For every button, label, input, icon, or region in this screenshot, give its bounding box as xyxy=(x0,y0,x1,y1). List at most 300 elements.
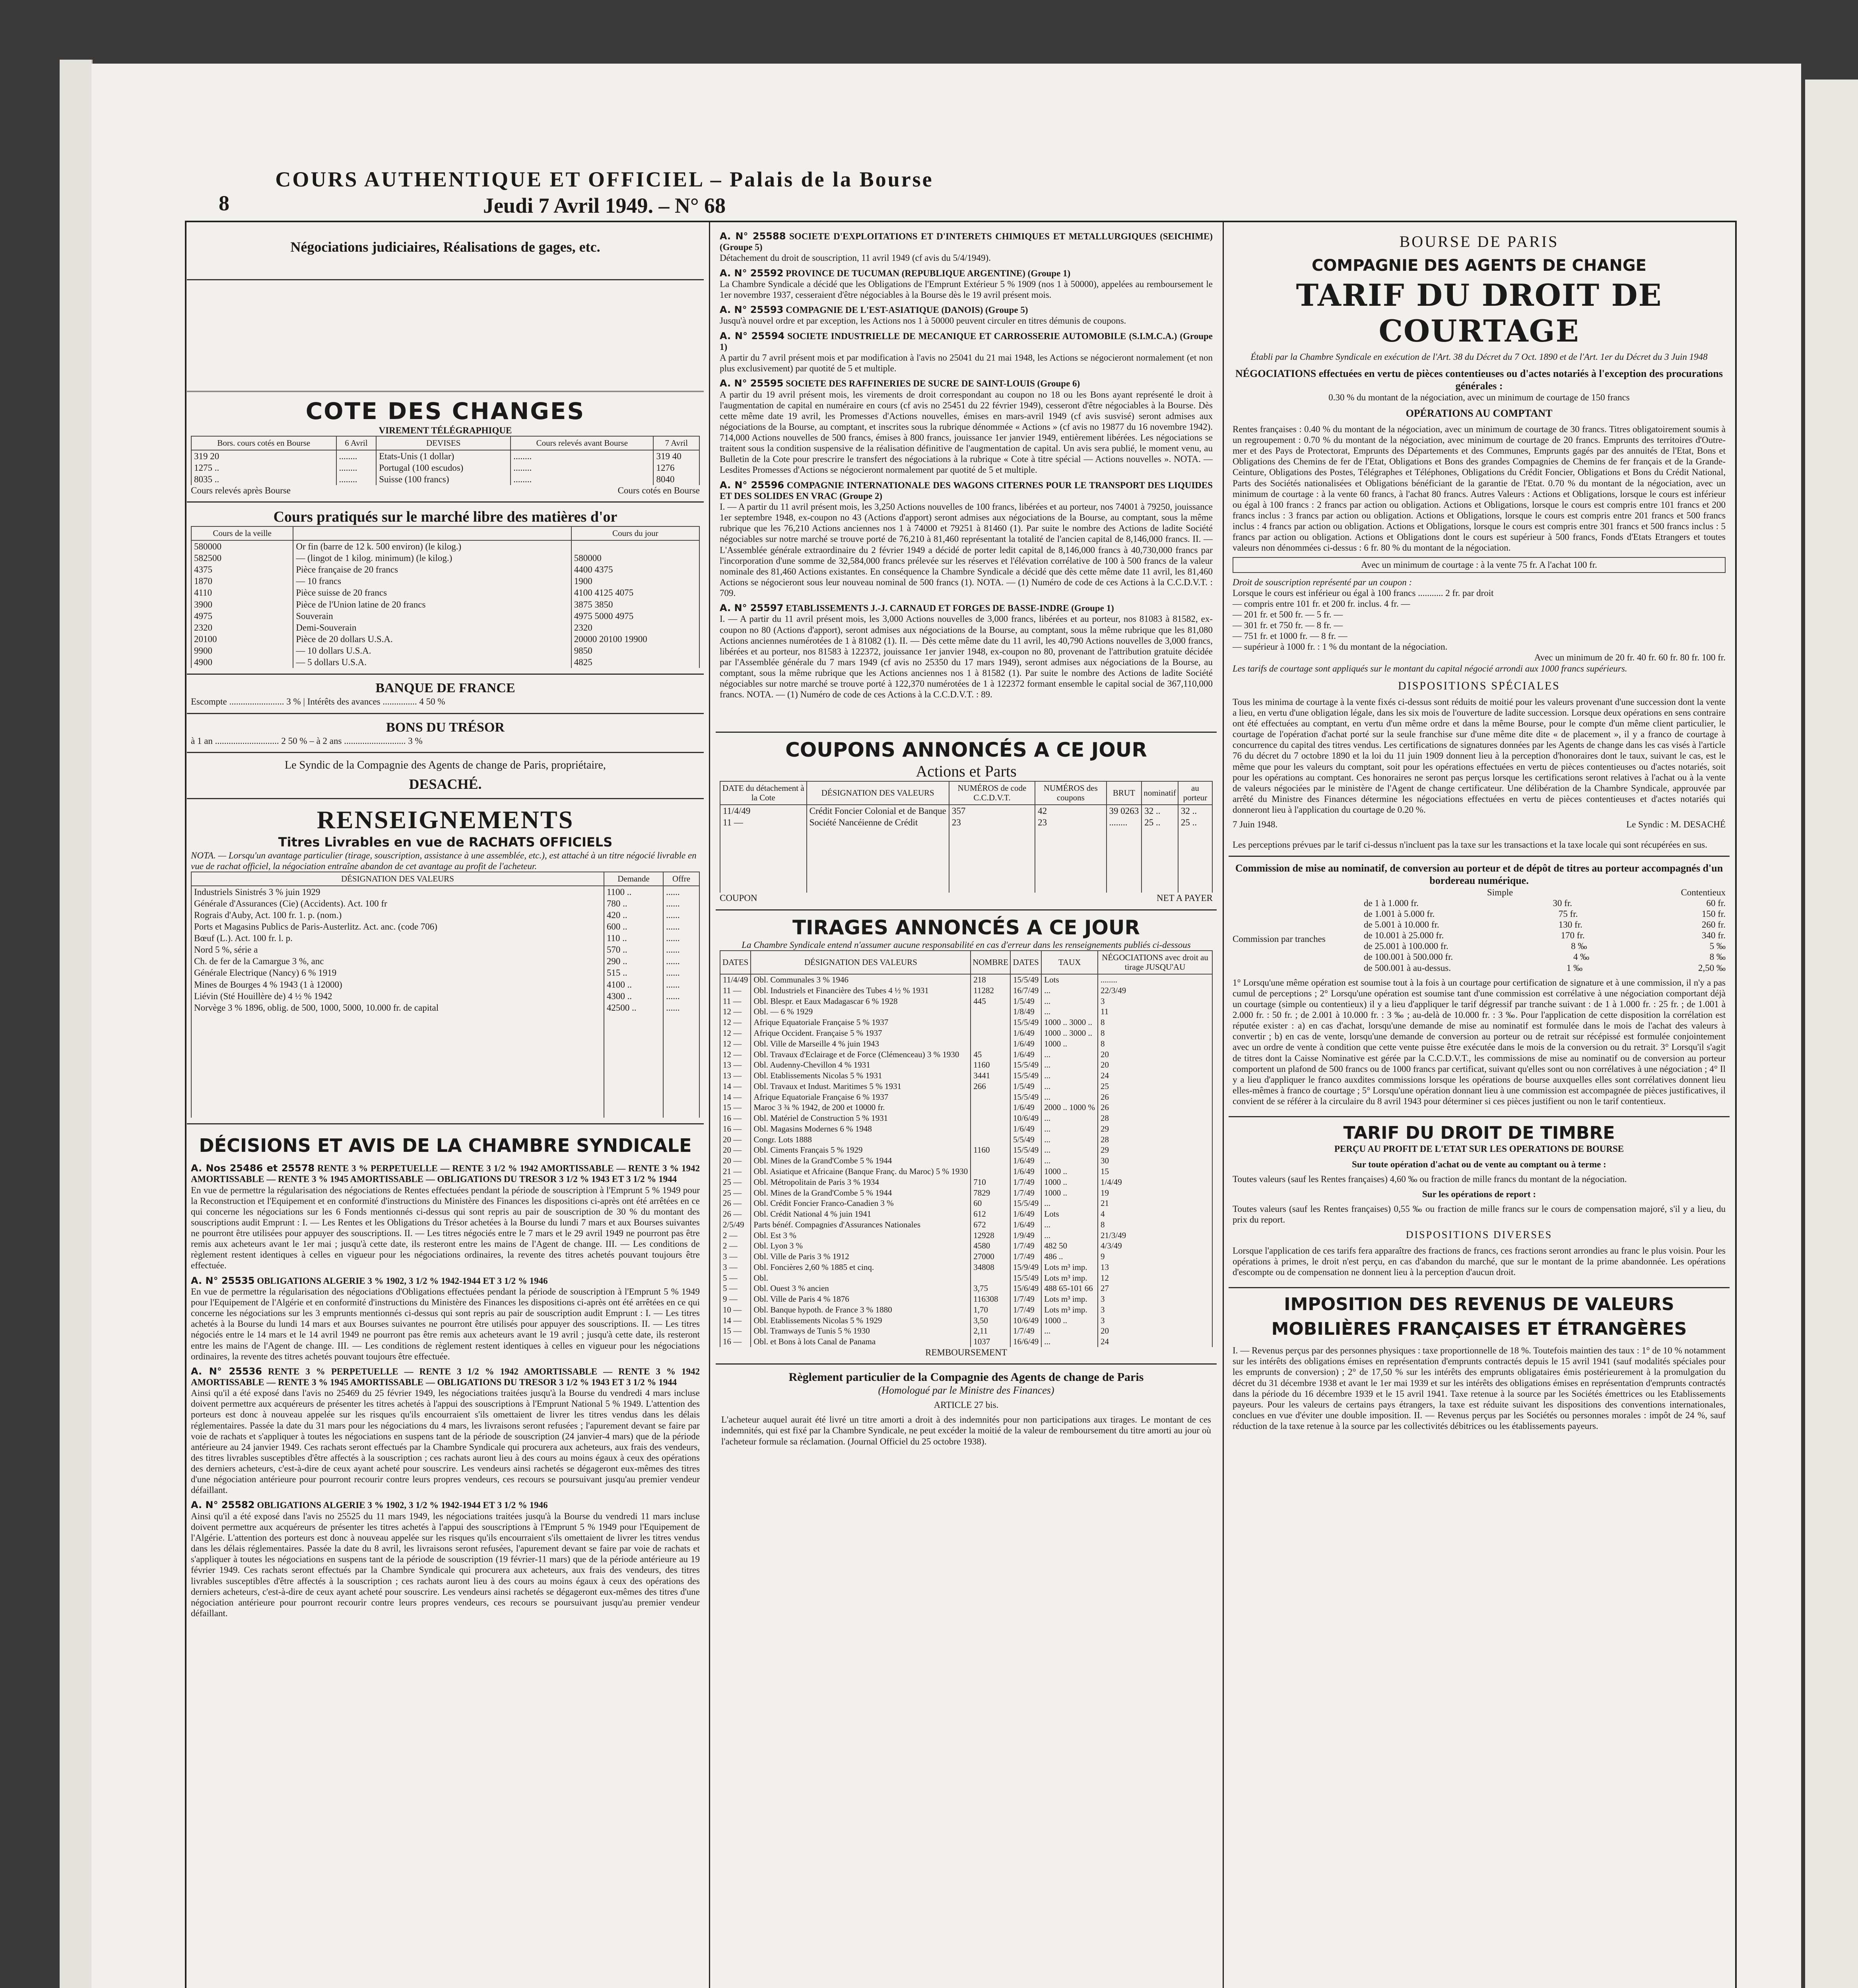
cell: ........ xyxy=(511,474,653,485)
cell: 130 fr. xyxy=(1558,920,1582,930)
cell: 1000 .. xyxy=(1041,1166,1098,1177)
table-row xyxy=(720,1326,1212,1336)
table-row: 3900 xyxy=(191,599,293,610)
droit-note: Les tarifs de courtage sont appliqués sur le montant du capital négocié arrondi aux 1000 francs supérieurs. xyxy=(1233,663,1627,674)
cell: 12 — xyxy=(720,1017,751,1028)
timbre-title: TARIF DU DROIT DE TIMBRE xyxy=(1343,1123,1615,1143)
cell: Lots m³ imp. xyxy=(1041,1305,1098,1315)
cell: ...... xyxy=(663,979,699,990)
cell: 2/5/49 xyxy=(720,1219,751,1230)
avis-section xyxy=(716,223,1217,708)
cell: Obl. Travaux et Indust. Maritimes 5 % 1931 xyxy=(751,1081,971,1092)
decisions-title: DÉCISIONS ET AVIS DE LA CHAMBRE SYNDICALE xyxy=(199,1134,692,1156)
cell: 4300 .. xyxy=(604,990,663,1002)
cell: Obl. Etablissements Nicolas 5 % 1929 xyxy=(751,1315,971,1326)
decision-notice xyxy=(191,1366,700,1496)
rachats-table xyxy=(191,872,700,1118)
table-row xyxy=(720,1241,1212,1251)
notice-ref: A. N° 25588 xyxy=(720,231,786,242)
cell: 600 .. xyxy=(604,921,663,932)
table-row: 4975 xyxy=(191,610,293,622)
cell: de 5.001 à 10.000 fr. xyxy=(1364,920,1439,930)
timbre-heading-2: Sur les opérations de report : xyxy=(1422,1189,1536,1199)
column-divider xyxy=(1223,221,1224,1988)
cell: 34808 xyxy=(971,1262,1010,1273)
cell: ... xyxy=(1041,1049,1098,1060)
cell: 7829 xyxy=(971,1188,1010,1198)
decision-notice xyxy=(191,1499,700,1619)
commission-row xyxy=(1364,941,1726,951)
cell: Obl. Ville de Paris 3 % 1912 xyxy=(751,1251,971,1262)
cell: 5 — xyxy=(720,1283,751,1294)
or-section xyxy=(187,503,704,675)
col-header: DATES xyxy=(1010,951,1041,975)
timbre-subtitle: PERÇU AU PROFIT DE L'ETAT SUR LES OPERATIONS DE BOURSE xyxy=(1334,1144,1624,1154)
cell: 1/6/49 xyxy=(1010,1219,1041,1230)
col-subheader: Cours cotés en Bourse xyxy=(617,485,700,496)
cell: ........ xyxy=(1107,817,1142,828)
bons-title: BONS DU TRÉSOR xyxy=(386,720,505,735)
left-column xyxy=(187,223,704,1988)
table-row: 11/4/49 xyxy=(720,805,807,817)
cell: 20000 20100 19900 xyxy=(571,633,699,645)
cell: Lots xyxy=(1041,1209,1098,1219)
coupons-table xyxy=(720,781,1213,893)
cell: 4580 xyxy=(971,1241,1010,1251)
table-row xyxy=(720,1124,1212,1134)
cell: Obl. Magasins Modernes 6 % 1948 xyxy=(751,1124,971,1134)
cell: Société Nancéienne de Crédit xyxy=(807,817,949,828)
cell: Obl. Industriels et Financière des Tubes 4 ½ % 1931 xyxy=(751,985,971,996)
table-row: 4375 xyxy=(191,564,293,575)
table-row: Rograis d'Auby, Act. 100 fr. 1. p. (nom.) xyxy=(191,909,604,921)
cell: 110 .. xyxy=(604,932,663,944)
cell: 1160 xyxy=(971,1145,1010,1155)
cell: ...... xyxy=(663,967,699,978)
cell: ...... xyxy=(663,1002,699,1013)
cell: 2,50 ‰ xyxy=(1698,963,1726,973)
cell: 20 xyxy=(1098,1326,1212,1336)
cell: Obl. et Bons à lots Canal de Panama xyxy=(751,1336,971,1347)
cell: 15/5/49 xyxy=(1010,1060,1041,1070)
table-row xyxy=(720,1006,1212,1017)
cell: 1,70 xyxy=(971,1305,1010,1315)
cell: 24 xyxy=(1098,1336,1212,1347)
page-title: COURS AUTHENTIQUE ET OFFICIEL – Palais de la Bourse xyxy=(275,167,934,191)
imposition-text: I. — Revenus perçus par des personnes physiques : taxe proportionnelle de 18 %. Toutefois maintien des taux : 1° de 10 % notamment sur les intérêts des obligations émises en représentation d'emprunts contractés depuis le 15 avril 1941 (sauf modalités spéciales pour les emprunts de conversion) ; 2° de 17,50 % sur les intérêts des emprunts obligataires émis postérieurement à la promulgation du décret du 31 décembre 1938 et avant le 1er mai 1939 et sur les intérêts des obligations émises en représentation d'emprunts contractés dans la période du 16 décembre 1939 et le 15 avril 1941. Taxe retenue à la source par les Sociétés émettrices ou les Etablissements payeurs. Pour les valeurs de certains pays étrangers, la taxe est réduite suivant les dispositions des conventions internationales, conclues en vue d'éviter une double imposition. II. — Revenus perçus par les Sociétés ou personnes morales : impôt de 24 %, sauf réduction de la taxe retenue à la source par les collectivités débitrices ou les établissements payeurs. xyxy=(1233,1345,1726,1431)
cell: 1160 xyxy=(971,1060,1010,1070)
cell: 9850 xyxy=(571,645,699,656)
droit-row: — 301 fr. et 750 fr. — 8 fr. — xyxy=(1233,620,1343,631)
group-header: NET A PAYER xyxy=(1156,893,1213,903)
cell: 3 xyxy=(1098,1305,1212,1315)
table-row xyxy=(720,1028,1212,1039)
cell xyxy=(971,1102,1010,1113)
notice-head: COMPAGNIE INTERNATIONALE DES WAGONS CITERNES POUR LE TRANSPORT DES LIQUIDES ET DES SOLIDES EN VRAC (Groupe 2) xyxy=(720,480,1213,501)
col-header: Bors. cours cotés en Bourse xyxy=(191,436,336,450)
cell: 12 — xyxy=(720,1006,751,1017)
cell: 20 — xyxy=(720,1155,751,1166)
cell: 15/5/49 xyxy=(1010,1145,1041,1155)
cell: 11 — xyxy=(720,985,751,996)
cell: 45 xyxy=(971,1049,1010,1060)
cell: 15 — xyxy=(720,1326,751,1336)
cell: Obl. Tramways de Tunis 5 % 1930 xyxy=(751,1326,971,1336)
minimum-box: Avec un minimum de courtage : à la vente 75 fr. A l'achat 100 fr. xyxy=(1233,557,1726,573)
table-row xyxy=(720,1081,1212,1092)
cell: 1100 .. xyxy=(604,886,663,898)
bons-line: à 1 an ............................ 2 50 % – à 2 ans ........................... 3 % xyxy=(191,736,423,746)
cell: — 5 dollars U.S.A. xyxy=(293,656,571,668)
cell: 60 xyxy=(971,1198,1010,1209)
table-row: 580000 xyxy=(191,540,293,552)
compagnie-heading: COMPAGNIE DES AGENTS DE CHANGE xyxy=(1312,256,1646,275)
cell: ...... xyxy=(663,898,699,909)
cell: 2 — xyxy=(720,1241,751,1251)
cell: ...... xyxy=(663,886,699,898)
table-row: Nord 5 %, série a xyxy=(191,944,604,955)
cell: ... xyxy=(1041,1113,1098,1124)
cell: Crédit Foncier Colonial et de Banque xyxy=(807,805,949,817)
cell: 1/6/49 xyxy=(1010,1039,1041,1049)
cell: 1/7/49 xyxy=(1010,1188,1041,1198)
table-row xyxy=(720,1273,1212,1283)
cell: Obl. Asiatique et Africaine (Banque Franç. du Maroc) 5 % 1930 xyxy=(751,1166,971,1177)
cell: — (lingot de 1 kilog. minimum) (le kilog.) xyxy=(293,552,571,564)
commission-row xyxy=(1364,898,1726,909)
cell: 16/6/49 xyxy=(1010,1336,1041,1347)
col-header: nominatif xyxy=(1142,781,1178,805)
cell: 20 — xyxy=(720,1145,751,1155)
table-row: 9900 xyxy=(191,645,293,656)
tarif-courtage-title: TARIF DU DROIT DE COURTAGE xyxy=(1296,278,1662,349)
avis-notice xyxy=(720,330,1213,374)
commission-row xyxy=(1364,919,1726,930)
cell: Obl. Etablissements Nicolas 5 % 1931 xyxy=(751,1070,971,1081)
cell: 15 — xyxy=(720,1102,751,1113)
cell: 21/3/49 xyxy=(1098,1230,1212,1241)
cell: 1/6/49 xyxy=(1010,1049,1041,1060)
cell: de 1 à 1.000 fr. xyxy=(1364,898,1419,908)
signature-date: 7 Juin 1948. xyxy=(1233,819,1278,830)
cell: ...... xyxy=(663,944,699,955)
cell: Lots m³ imp. xyxy=(1041,1262,1098,1273)
cell: 1037 xyxy=(971,1336,1010,1347)
cell: Obl. Mines de la Grand'Combe 5 % 1944 xyxy=(751,1155,971,1166)
notice-text: En vue de permettre la régularisation des négociations d'Obligations effectuées pendant la période de souscription à l'Emprunt 5 % 1949 pour l'Equipement de l'Algérie et en conformité d'instructions du Ministère des Finances les dispositions ci-après ont été arrêtées en ce qui concerne les négociations sur les 3 emprunts mentionnés ci-dessus qui sont repris au pair de souscription audit Emprunt : I. — Les titres achetés à la Bourse du lundi 14 mars et aux Bourses suivantes ne pourront être utilisés pour appuyer des souscriptions. II. — Les titres négociés entre le 14 mars et le 14 avril 1949 ne pourront pas être remis aux acheteurs avant le 19 avril ; jusqu'à cette date, ils resteront entre les mains de l'Agent de change. III. — Les conditions de règlement restent identiques à celles en vigueur pour les négociations ordinaires, la revente des titres achetés pouvant toujours être effectuée. xyxy=(191,1286,700,1361)
cell: 26 xyxy=(1098,1102,1212,1113)
cell: 8 xyxy=(1098,1028,1212,1039)
cell: de 100.001 à 500.000 fr. xyxy=(1364,952,1453,962)
col-header: BRUT xyxy=(1107,781,1142,805)
notice-ref: A. N° 25592 xyxy=(720,267,784,279)
table-row xyxy=(720,996,1212,1007)
table-row xyxy=(720,1305,1212,1315)
cell: 12 — xyxy=(720,1049,751,1060)
cell: Congr. Lots 1888 xyxy=(751,1134,971,1145)
cell: 16/7/49 xyxy=(1010,985,1041,996)
cell: ... xyxy=(1041,1230,1098,1241)
cell: 1/6/49 xyxy=(1010,1028,1041,1039)
tarif-courtage-subtitle: Établi par la Chambre Syndicale en exécution de l'Art. 38 du Décret du 7 Oct. 1890 et de l'Art. 1er du Décret du 3 Juin 1948 xyxy=(1250,351,1708,362)
notice-text: Détachement du droit de souscription, 11 avril 1949 (cf avis du 5/4/1949). xyxy=(720,253,991,263)
notice-head: SOCIETE DES RAFFINERIES DE SUCRE DE SAINT-LOUIS (Groupe 6) xyxy=(786,379,1080,389)
cell: 20 xyxy=(1098,1049,1212,1060)
commission-title: Commission de mise au nominatif, de conversion au porteur et de dépôt de titres au porteur accompagnés d'un bordereau numérique. xyxy=(1235,862,1723,887)
cell: 2000 .. 1000 % xyxy=(1041,1102,1098,1113)
col-header: Offre xyxy=(663,872,699,886)
cell: 42 xyxy=(1035,805,1106,817)
notice-ref: A. N° 25597 xyxy=(720,602,784,614)
table-row: Bœuf (L.). Act. 100 fr. l. p. xyxy=(191,932,604,944)
coupons-section xyxy=(716,733,1217,910)
notice-head: RENTE 3 % PERPETUELLE — RENTE 3 1/2 % 1942 AMORTISSABLE — RENTE 3 % 1942 AMORTISSABLE — RENTE 3 % 1945 AMORTISSABLE — OBLIGATIONS DU TRESOR 3 1/2 % 1943 ET 3 1/2 % 1944 xyxy=(191,1366,700,1388)
table-row: Mines de Bourges 4 % 1943 (1 à 12000) xyxy=(191,979,604,990)
cell: 2320 xyxy=(571,622,699,633)
banque-line: Escompte ........................ 3 % | Intérêts des avances ............... 4 50 % xyxy=(191,697,445,707)
droit-row: — 201 fr. et 500 fr. — 5 fr. — xyxy=(1233,609,1343,619)
cell: 21 — xyxy=(720,1166,751,1177)
cell xyxy=(971,1006,1010,1017)
table-row: 319 20 xyxy=(191,450,336,462)
cell: 2,11 xyxy=(971,1326,1010,1336)
cell: ... xyxy=(1041,985,1098,996)
cell: 4 ‰ xyxy=(1573,952,1590,962)
avis-notice xyxy=(720,231,1213,264)
cell: 5 ‰ xyxy=(1709,941,1726,951)
cell: Obl. Crédit National 4 % juin 1941 xyxy=(751,1209,971,1219)
cell: 14 — xyxy=(720,1315,751,1326)
table-row xyxy=(720,1155,1212,1166)
notice-text: Jusqu'à nouvel ordre et par exception, les Actions nos 1 à 50000 peuvent circuler en titres démunis de coupons. xyxy=(720,316,1126,326)
cell: 28 xyxy=(1098,1134,1212,1145)
cell: ... xyxy=(1041,1336,1098,1347)
table-row xyxy=(720,974,1212,985)
cell: 2 — xyxy=(720,1230,751,1241)
cell: 9 — xyxy=(720,1294,751,1305)
notice-ref: A. N° 25596 xyxy=(720,479,784,491)
cell: 290 .. xyxy=(604,955,663,967)
cell: 1000 .. xyxy=(1041,1188,1098,1198)
cell xyxy=(1035,828,1106,893)
cell xyxy=(807,828,949,893)
cell: 3441 xyxy=(971,1070,1010,1081)
cell: 1000 .. xyxy=(1041,1315,1098,1326)
commission-row xyxy=(1364,963,1726,973)
coupons-title: COUPONS ANNONCÉS A CE JOUR xyxy=(785,738,1147,762)
cell: Obl. Lyon 3 % xyxy=(751,1241,971,1251)
page-header xyxy=(127,167,1050,218)
cell: ... xyxy=(1041,1198,1098,1209)
cell: Or fin (barre de 12 k. 500 environ) (le kilog.) xyxy=(293,540,571,552)
cell: ... xyxy=(1041,1070,1098,1081)
negociations-line: 0.30 % du montant de la négociation, avec un minimum de courtage de 150 francs xyxy=(1328,392,1630,403)
cell: Etats-Unis (1 dollar) xyxy=(376,450,511,462)
cell: 25 xyxy=(1098,1081,1212,1092)
notice-head: SOCIETE D'EXPLOITATIONS ET D'INTERETS CHIMIQUES ET METALLURGIQUES (SEICHIME) (Groupe 5) xyxy=(720,231,1213,252)
changes-subheaders xyxy=(191,485,700,496)
cell: 13 — xyxy=(720,1060,751,1070)
cell: 19 xyxy=(1098,1188,1212,1198)
diverses-text: Lorsque l'application de ces tarifs fera apparaître des fractions de francs, ces fractions seront arrondies au franc le plus voisin. Pour les opérations à primes, le droit n'est perçu, en cas d'abandon du marché, que sur le montant de la prime abandonnée. Les opérations d'escompte ou de compensation ne donnent lieu à la perception d'aucun droit. xyxy=(1233,1245,1726,1277)
col-subheader: Cours relevés après Bourse xyxy=(191,485,291,496)
changes-subtitle: VIREMENT TÉLÉGRAPHIQUE xyxy=(379,425,512,435)
col-header: Contentieux xyxy=(1681,887,1726,897)
table-row xyxy=(720,1294,1212,1305)
col-header: Cours relevés avant Bourse xyxy=(511,436,653,450)
cell: 27000 xyxy=(971,1251,1010,1262)
col-header: DÉSIGNATION DES VALEURS xyxy=(751,951,971,975)
cell: 15/5/49 xyxy=(1010,1070,1041,1081)
notice-ref: A. N° 25594 xyxy=(720,330,785,342)
commission-section xyxy=(1229,857,1730,1117)
cell: 1/9/49 xyxy=(1010,1230,1041,1241)
cell: 218 xyxy=(971,974,1010,985)
cell: 612 xyxy=(971,1209,1010,1219)
tirages-title: TIRAGES ANNONCÉS A CE JOUR xyxy=(792,916,1140,939)
cell: 11 — xyxy=(720,996,751,1007)
col-header: Cours du jour xyxy=(571,526,699,540)
cell: ........ xyxy=(511,450,653,462)
timbre-text-2: Toutes valeurs (sauf les Rentes françaises) 0,55 ‰ ou fraction de mille francs sur le cours de compensation majoré, s'il y a lieu, du prix du report. xyxy=(1233,1204,1726,1225)
cell: 8 ‰ xyxy=(1709,952,1726,962)
cell: 1/6/49 xyxy=(1010,1155,1041,1166)
cell: 25 — xyxy=(720,1177,751,1188)
col-header: DATES xyxy=(720,951,751,975)
table-row xyxy=(720,1166,1212,1177)
commission-headers xyxy=(1233,887,1726,898)
reglement-text: L'acheteur auquel aurait été livré un titre amorti a droit à des indemnités pour non participations aux tirages. Le montant de ces indemnités, qui est fixé par la Chambre Syndicale, ne peut excéder la moitié de la valeur de remboursement du titre amorti au jour où l'acheteur formule sa réclamation. (Journal Officiel du 25 octobre 1938). xyxy=(721,1415,1211,1446)
table-row: Ports et Magasins Publics de Paris-Austerlitz. Act. anc. (code 706) xyxy=(191,921,604,932)
cell: Souverain xyxy=(293,610,571,622)
table-row xyxy=(720,1283,1212,1294)
table-row xyxy=(720,1198,1212,1209)
syndic-name: DESACHÉ. xyxy=(409,776,482,792)
cell xyxy=(1107,828,1142,893)
cell: Maroc 3 ¾ % 1942, de 200 et 10000 fr. xyxy=(751,1102,971,1113)
cell: 4100 .. xyxy=(604,979,663,990)
cell: 42500 .. xyxy=(604,1002,663,1013)
table-row xyxy=(720,1070,1212,1081)
cell: 4100 4125 4075 xyxy=(571,587,699,598)
cell xyxy=(971,1124,1010,1134)
dispositions-text: Tous les minima de courtage à la vente fixés ci-dessus sont réduits de moitié pour les valeurs provenant d'une succession dont la vente a lieu, en vertu d'une obligation légale, dans les six mois de l'ouverture de ladite succession. Lorsque deux opérations en sens contraire ont été effectuées au comptant, en vertu d'un même ordre et dans la même Bourse, pour le compte d'un même client particulier, le courtage de l'opération d'achat porté sur la seule franchise sur d'une même dite dite « de placement », il y a franco de courtage à concurrence du capital des titres vendus. Les certifications de signatures données par les Agents de change dans les cas visés à l'article 76 du décret du 7 octobre 1890 et la loi du 11 juin 1909 donnent lieu à la perception d'honoraires dont le taux, suivant le cas, est le même que pour les valeurs du comptant, soit pour les opérations effectuées en vertu de pièces contentieuses ou d'actes notariés, soit pour les opérations au comptant. Ces honoraires ne seront pas perçus lorsque les certifications seront relatives à l'achat ou à la vente de valeurs négociées par le ministère de l'Agent de change certificateur. Une délibération de la Chambre Syndicale, approuvée par arrêté du Ministre des Finances détermine les négociations effectuées en vertu de pièces contentieuses et d'actes notariés qui donneront lieu à l'application du courtage de 0.20 %. xyxy=(1233,697,1726,815)
cell: 4/3/49 xyxy=(1098,1241,1212,1251)
cell: 1/5/49 xyxy=(1010,996,1041,1007)
cell: Afrique Equatoriale Française 6 % 1937 xyxy=(751,1092,971,1103)
table-row: 2320 xyxy=(191,622,293,633)
col-header: 7 Avril xyxy=(653,436,699,450)
cell: 25 .. xyxy=(1142,817,1178,828)
table-row: Norvège 3 % 1896, oblig. de 500, 1000, 5000, 10.000 fr. de capital xyxy=(191,1002,604,1013)
notice-text: En vue de permettre la régularisation des négociations de Rentes effectuées pendant la période de souscription à l'Emprunt 5 % 1949 pour la Reconstruction et l'Equipement et en conformité d'instructions du Ministère des Finances les dispositions ci-après ont été arrêtées en ce qui concerne les négociations sur les 6 Fonds mentionnés ci-dessus qui sont repris au pair de souscription de 30 % du montant des souscriptions audit Emprunt : I. — Les Rentes et les Obligations du Trésor achetées à la Bourse du lundi 7 mars et aux Bourses suivantes ne pourront être utilisées pour appuyer des souscriptions. II. — Les titres négociés entre le 7 mars et le 29 avril 1949 ne pourront pas être remis aux acheteurs avant le 1er mai ; jusqu'à cette date, ils resteront entre les mains de l'Agent de change. III. — Les conditions de règlement restent identiques à celles en vigueur pour les négociations ordinaires, la revente des titres achetés pouvant toujours être effectuée. xyxy=(191,1185,700,1271)
cell: ... xyxy=(1041,1134,1098,1145)
cell: 3 xyxy=(1098,996,1212,1007)
cell: Afrique Occident. Française 5 % 1937 xyxy=(751,1028,971,1039)
cell: 15/5/49 xyxy=(1010,1017,1041,1028)
cell: 1/7/49 xyxy=(1010,1177,1041,1188)
coupons-group-headers xyxy=(720,893,1213,903)
col-header: Demande xyxy=(604,872,663,886)
table-row: 4900 xyxy=(191,656,293,668)
renseignements-note: NOTA. — Lorsqu'un avantage particulier (tirage, souscription, assistance à une assemblée, etc.), est attaché à un titre négocié livrable en vue de rachat officiel, la négociation entraîne abandon de cet avantage au profit de l'acheteur. xyxy=(191,850,697,871)
cell: 12928 xyxy=(971,1230,1010,1241)
avis-notice xyxy=(720,602,1213,700)
cell xyxy=(604,1013,663,1118)
table-row xyxy=(720,1230,1212,1241)
diverses-title: DISPOSITIONS DIVERSES xyxy=(1406,1229,1553,1241)
commission-text: 1° Lorsqu'une même opération est soumise tout à la fois à un courtage pour certification de signature et à une commission, il n'y a pas cumul de perceptions ; 2° Lorsqu'une opération est soumise tant d'une commission est corrélative à une négociation comportant déjà un courtage (simple ou contentieux) il y a lieu d'appliquer le tarif dégressif par tranche suivant : de 1 à 1.000 fr. : 25 fr. ; de 1.001 à 2.000 fr. : 50 fr. ; de 2.001 à 10.000 fr. : 3 ‰ ; au-delà de 10.000 fr. : 3 ‰. Pour l'application de cette disposition la corrélation est réputée exister : a) en cas d'achat, lorsqu'une demande de mise au nominatif est formulée dans le mois de l'achat des valeurs à convertir ; b) en cas de vente, lorsqu'une demande de conversion au porteur ou de retrait sur récépissé est formulée conjointement avec un ordre de vente à condition que cette vente puisse être exécutée dans le mois de la conversion ou du retrait. 3° Lorsqu'il s'agit de titres dont la Caisse Nominative est gérée par la C.C.D.V.T., les commissions de mise au nominatif ou de conversion au porteur comportent un plafond de 500 francs ou de 1000 francs par certificat, suivant qu'elles sont ou non corrélatives à une négociation ; 4° Il y a lieu d'appliquer le franco auxdites commissions lorsque les opérations de bourse auxquelles elles sont corrélatives donnent lieu elles-mêmes à franco de courtage ; 5° Lorsqu'une opération donnant lieu à une commission est accompagnée de pièces justificatives, il convient de se référer à la circulaire du 8 avril 1943 pour déterminer si ces pièces justifient ou non le tarif contentieux. xyxy=(1233,977,1726,1107)
issue-date: Jeudi 7 Avril 1949. – N° 68 xyxy=(483,194,726,217)
cell: Lots xyxy=(1041,974,1098,985)
table-row xyxy=(720,1209,1212,1219)
imposition-section xyxy=(1229,1288,1730,1439)
table-row xyxy=(720,1060,1212,1070)
cell: ... xyxy=(1041,1006,1098,1017)
cell: 12 xyxy=(1098,1273,1212,1283)
cell: ...... xyxy=(663,909,699,921)
cell: 150 fr. xyxy=(1701,909,1726,919)
notice-head: OBLIGATIONS ALGERIE 3 % 1902, 3 1/2 % 1942-1944 ET 3 1/2 % 1946 xyxy=(257,1500,548,1510)
notice-head: ETABLISSEMENTS J.-J. CARNAUD ET FORGES DE BASSE-INDRE (Groupe 1) xyxy=(786,603,1114,613)
table-row xyxy=(720,1188,1212,1198)
table-row xyxy=(720,1134,1212,1145)
cell: 116308 xyxy=(971,1294,1010,1305)
avis-notice xyxy=(720,480,1213,599)
cell: 780 .. xyxy=(604,898,663,909)
cell: ........ xyxy=(511,462,653,474)
dispositions-title: DISPOSITIONS SPÉCIALES xyxy=(1398,679,1560,692)
cell: 570 .. xyxy=(604,944,663,955)
cell xyxy=(1178,828,1212,893)
notice-ref: A. N° 25536 xyxy=(191,1365,262,1377)
cell: 710 xyxy=(971,1177,1010,1188)
cell: Pièce suisse de 20 francs xyxy=(293,587,571,598)
notice-head: SOCIETE INDUSTRIELLE DE MECANIQUE ET CARROSSERIE AUTOMOBILE (S.I.M.C.A.) (Groupe 1) xyxy=(720,331,1213,352)
cell: 1/6/49 xyxy=(1010,1166,1041,1177)
cell: 1000 .. xyxy=(1041,1039,1098,1049)
timbre-text-1: Toutes valeurs (sauf les Rentes françaises) 4,60 ‰ ou fraction de mille francs du montant de la négociation. xyxy=(1233,1174,1627,1184)
tirages-subtitle: La Chambre Syndicale entend n'assumer aucune responsabilité en cas d'erreur dans les renseignements publiés ci-dessous xyxy=(742,940,1191,950)
cell: de 1.001 à 5.000 fr. xyxy=(1364,909,1435,919)
cell: 1/7/49 xyxy=(1010,1294,1041,1305)
droit-row: — supérieur à 1000 fr. : 1 % du montant de la négociation. xyxy=(1233,642,1448,652)
page-number: 8 xyxy=(219,191,229,215)
reglement-article: ARTICLE 27 bis. xyxy=(934,1400,999,1410)
bons-section xyxy=(187,714,704,753)
table-row: 4110 xyxy=(191,587,293,598)
cell: de 25.001 à 100.000 fr. xyxy=(1364,941,1448,951)
cell: Obl. Ville de Paris 4 % 1876 xyxy=(751,1294,971,1305)
cell: 5 — xyxy=(720,1273,751,1283)
cell: 3875 3850 xyxy=(571,599,699,610)
bourse-heading: BOURSE DE PARIS xyxy=(1399,233,1559,250)
cell: 1/5/49 xyxy=(1010,1081,1041,1092)
commission-body xyxy=(1233,898,1726,973)
cell: 488 65-101 66 xyxy=(1041,1283,1098,1294)
notice-head: OBLIGATIONS ALGERIE 3 % 1902, 3 1/2 % 1942-1944 ET 3 1/2 % 1946 xyxy=(257,1276,548,1286)
cell: 13 xyxy=(1098,1262,1212,1273)
cell: Obl. Travaux d'Eclairage et de Force (Clémenceau) 3 % 1930 xyxy=(751,1049,971,1060)
cell: ...... xyxy=(663,990,699,1002)
commission-rows xyxy=(1364,898,1726,973)
cell xyxy=(971,1273,1010,1283)
col-header: au porteur xyxy=(1178,781,1212,805)
cell: Obl. Matériel de Construction 5 % 1931 xyxy=(751,1113,971,1124)
cell: 11282 xyxy=(971,985,1010,996)
table-row: 11 — xyxy=(720,817,807,828)
cell: 20 — xyxy=(720,1134,751,1145)
